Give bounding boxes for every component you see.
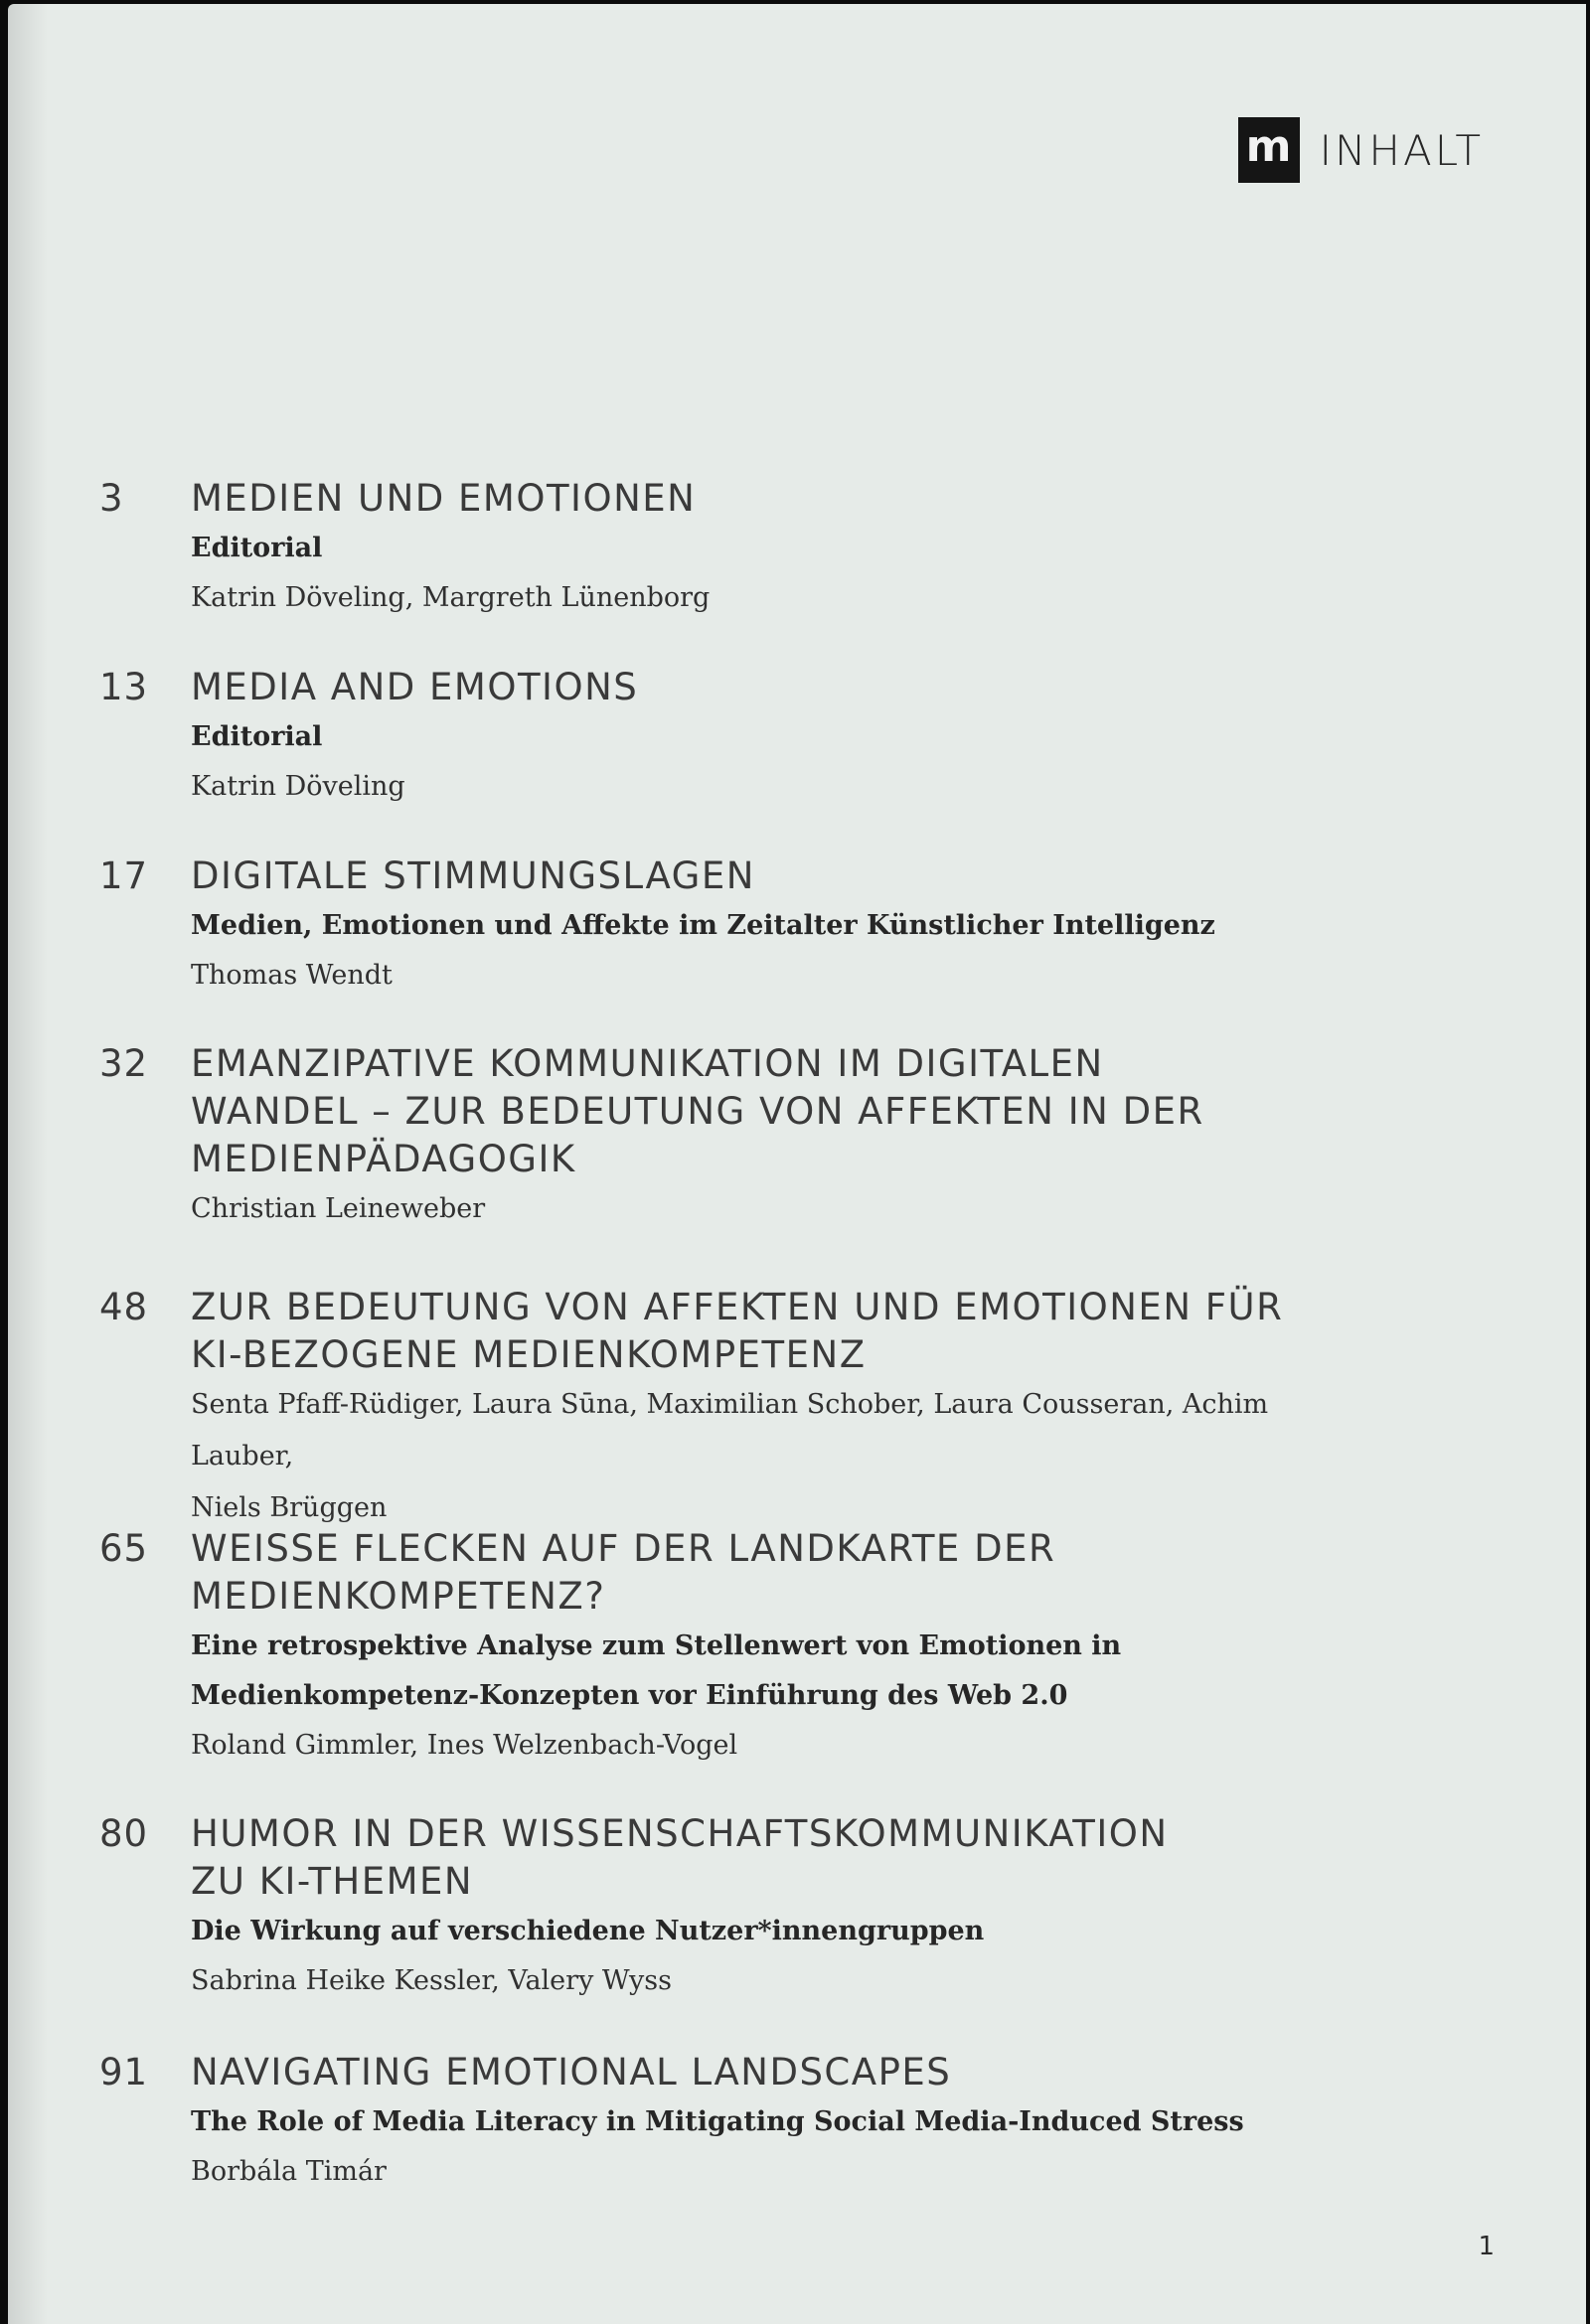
toc-page-number: 65 (99, 1527, 149, 1570)
toc-page-number: 13 (99, 666, 149, 708)
toc-entry-subtitle: The Role of Media Literacy in Mitigating Social Media-Induced Stress (191, 2106, 1244, 2137)
page-number: 1 (1478, 2232, 1495, 2261)
toc-entry-authors: Katrin Döveling, Margreth Lünenborg (191, 582, 711, 613)
toc-entry-authors: Sabrina Heike Kessler, Valery Wyss (191, 1965, 673, 1996)
toc-entry-subtitle: Editorial (191, 721, 323, 752)
toc-entry-content (191, 852, 1363, 1002)
toc-entry-subtitle: Eine retrospektive Analyse zum Stellenwert von Emotionen in (191, 1630, 1122, 1661)
section-title: INHALT (1319, 125, 1484, 175)
toc-entry-authors: Katrin Döveling (191, 771, 405, 802)
toc-page-number: 32 (99, 1042, 149, 1085)
toc-entry-content (191, 475, 1363, 624)
toc-page-number: 91 (99, 2051, 149, 2093)
toc-entry-content (191, 664, 1363, 813)
toc-entry-title: ZUR BEDEUTUNG VON AFFEKTEN UND EMOTIONEN FÜR (191, 1286, 1284, 1328)
toc-entry-title: EMANZIPATIVE KOMMUNIKATION IM DIGITALEN (191, 1042, 1104, 1085)
toc-entry-title: MEDIENPÄDAGOGIK (191, 1138, 576, 1180)
toc-entry-authors: Christian Leineweber (191, 1193, 486, 1224)
toc-entry-title: WEISSE FLECKEN AUF DER LANDKARTE DER (191, 1527, 1056, 1570)
toc-entry-title: MEDIA AND EMOTIONS (191, 666, 639, 708)
toc-entry-content (191, 2049, 1363, 2198)
toc-entry-authors: Senta Pfaff-Rüdiger, Laura Sūna, Maximilian Schober, Laura Cousseran, Achim Lauber, (191, 1389, 1269, 1472)
toc-page-number: 3 (99, 477, 124, 520)
toc-entry-content (191, 1525, 1363, 1772)
toc-entry-subtitle: Editorial (191, 533, 323, 563)
toc-entry-title: DIGITALE STIMMUNGSLAGEN (191, 854, 755, 897)
toc-entry-subtitle: Medienkompetenz-Konzepten vor Einführung des Web 2.0 (191, 1680, 1068, 1711)
toc-entry-content (191, 1284, 1363, 1534)
toc-entry-title: MEDIENKOMPETENZ? (191, 1575, 606, 1618)
toc-entry-title: ZU KI-THEMEN (191, 1860, 474, 1903)
toc-entry-subtitle: Medien, Emotionen und Affekte im Zeitalter Künstlicher Intelligenz (191, 910, 1215, 941)
toc-entry-content (191, 1810, 1363, 2007)
toc-entry-title: WANDEL – ZUR BEDEUTUNG VON AFFEKTEN IN DER (191, 1090, 1204, 1133)
toc-page-number: 48 (99, 1286, 149, 1328)
toc-entry-subtitle: Die Wirkung auf verschiedene Nutzer*innengruppen (191, 1916, 985, 1946)
toc-page-number: 80 (99, 1812, 149, 1855)
toc-entry-authors: Roland Gimmler, Ines Welzenbach-Vogel (191, 1730, 738, 1761)
magazine-logo: m (1238, 117, 1300, 183)
toc-entry-title: HUMOR IN DER WISSENSCHAFTSKOMMUNIKATION (191, 1812, 1169, 1855)
toc-page-number: 17 (99, 854, 149, 897)
toc-entry-title: KI-BEZOGENE MEDIENKOMPETENZ (191, 1333, 867, 1376)
toc-entry-authors: Thomas Wendt (191, 960, 393, 991)
toc-entry-authors: Borbála Timár (191, 2156, 387, 2187)
toc-entry-title: NAVIGATING EMOTIONAL LANDSCAPES (191, 2051, 952, 2093)
toc-entry-content (191, 1040, 1363, 1235)
toc-entry-authors: Niels Brüggen (191, 1492, 388, 1523)
toc-entry-title: MEDIEN UND EMOTIONEN (191, 477, 697, 520)
